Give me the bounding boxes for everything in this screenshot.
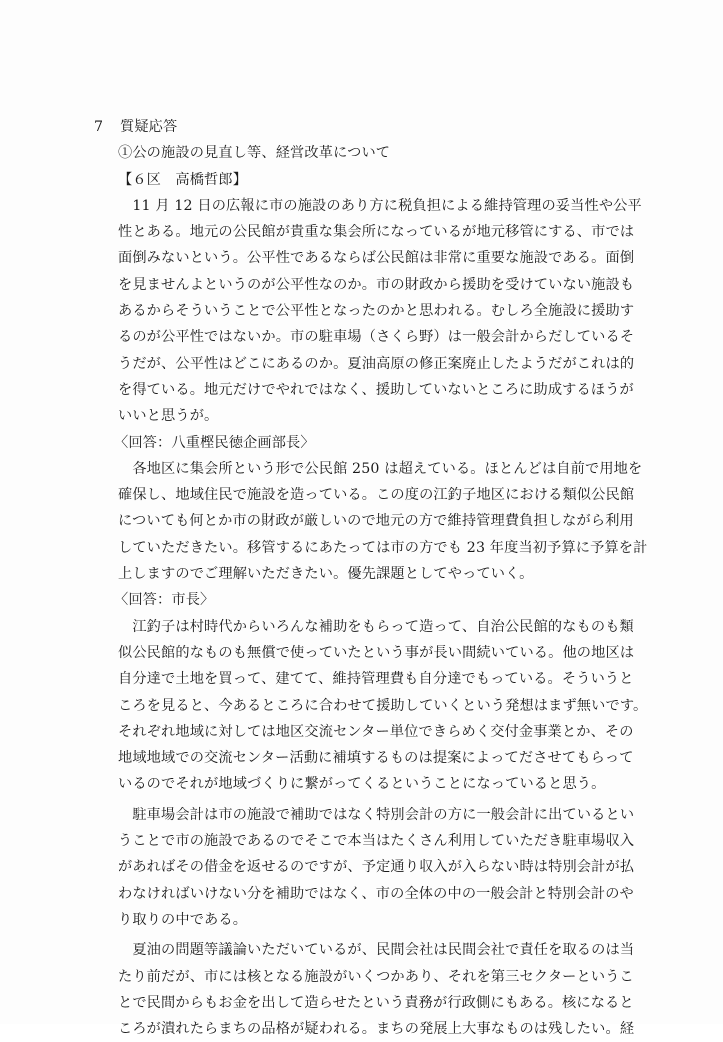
question-line: を見ませんよというのが公平性なのか。市の財政から援助を受けていない施設も [118, 276, 635, 293]
question-line: いいと思うが。 [118, 408, 219, 425]
document-body [82, 114, 682, 1042]
section-number: 7 [94, 119, 104, 135]
mayor-paragraph [82, 802, 682, 933]
subsection-heading: ①公の施設の見直し等、経営改革について [118, 145, 391, 162]
answer-line: いるのでそれが地域づくりに繋がってくるということになっていると思う。 [118, 776, 606, 793]
section-title: 質疑応答 [120, 119, 178, 135]
answer-line: 地域地域での交流センター活動に補填するものは提案によってださせてもらって [118, 750, 634, 767]
question-line: あるからそういうことで公平性となったのかと思われる。むしろ全施設に援助す [118, 303, 635, 320]
answer-line: 江釣子は村時代からいろんな補助をもらって造って、自治公民館的なものも類 [118, 618, 634, 635]
answer-line: 駐車場会計は市の施設で補助ではなく特別会計の方に一般会計に出ているとい [118, 806, 635, 823]
mayor-paragraph [82, 937, 682, 1042]
answer-line: 各地区に集会所という形で公民館 250 は超えている。ほとんどは自前で用地を [118, 460, 643, 477]
section-heading [82, 114, 682, 140]
answer-line: していただきたい。移管するにあたっては市の方でも 23 年度当初予算に予算を計 [118, 539, 648, 556]
answer-line: うことで市の施設であるのでそこで本当はたくさん利用していただき駐車場収入 [118, 833, 635, 850]
answer-line: とで民間からもお金を出して造らせたという責務が行政側にもある。核になると [118, 994, 634, 1011]
answer-line: わなければいけない分を補助ではなく、市の全体の中の一般会計と特別会計のや [118, 885, 634, 902]
speaker-label: 【６区 高橋哲郎】 [118, 171, 248, 188]
answer-line: 自分達で土地を買って、建てて、維持管理費も自分達でもっている。そういうと [118, 671, 634, 688]
mayor-paragraph [82, 614, 682, 798]
question-line: うだが、公平性はどこにあるのか。夏油高原の修正案廃止したようだがこれは的 [118, 355, 635, 372]
answer-line: 夏油の問題等議論いただいているが、民間会社は民間会社で責任を取るのは当 [118, 942, 635, 959]
answer-line: があればその借金を返せるのですが、予定通り収入が入らない時は特別会計が払 [118, 859, 635, 876]
question-line: 面倒みないという。公平性であるならば公民館は非常に重要な施設である。面倒 [118, 250, 635, 267]
answer-line: ころを見ると、今あるところに合わせて援助していくという発想はまず無いです。 [118, 697, 648, 714]
answer-label-planning-director: 〈回答：八重樫民徳企画部長〉 [114, 434, 315, 451]
question-line: を得ている。地元だけでやれではなく、援助していないところに助成するほうが [118, 381, 634, 398]
answer-line: り取りの中である。 [118, 911, 248, 928]
answer-label-mayor: 〈回答：市長〉 [114, 592, 215, 609]
answer-line: 似公民館的なものも無償で使っていたという事が長い間続いている。他の地区は [118, 644, 635, 661]
answer-line: 上しますのでご理解いただきたい。優先課題としてやっていく。 [118, 566, 534, 583]
question-paragraph [82, 193, 682, 430]
answer-line: たり前だが、市には核となる施設がいくつかあり、それを第三セクターというこ [118, 968, 634, 985]
answer-line: 確保し、地域住民で施設を造っている。この度の江釣子地区における類似公民館 [118, 487, 635, 504]
answer-paragraph [82, 456, 682, 587]
question-line: るのが公平性ではないか。市の駐車場（さくら野）は一般会計からだしているそ [118, 329, 635, 346]
question-line: 11 月 12 日の広報に市の施設のあり方に税負担による維持管理の妥当性や公平 [118, 197, 642, 214]
answer-line: についても何とか市の財政が厳しいので地元の方で維持管理費負担しながら利用 [118, 513, 634, 530]
question-line: 性とある。地元の公民館が貴重な集会所になっているが地元移管にする、市では [118, 224, 635, 241]
answer-line: それぞれ地域に対しては地区交流センター単位できらめく交付金事業とか、その [118, 723, 634, 740]
answer-line: ころが潰れたらまちの品格が疑われる。まちの発展上大事なものは残したい。経 [118, 1021, 635, 1038]
